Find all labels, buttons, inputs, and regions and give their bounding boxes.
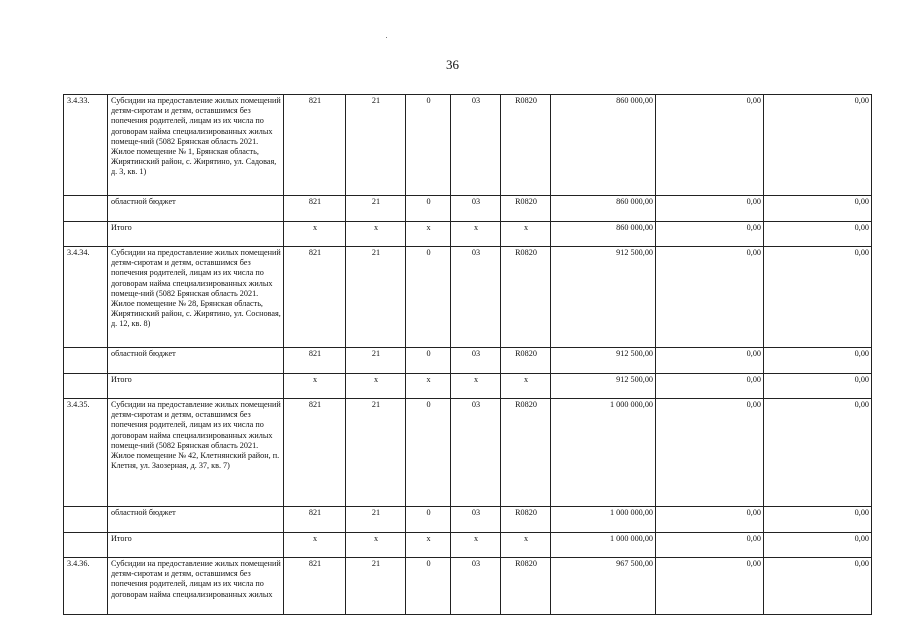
amount-cell: 0,00	[764, 222, 872, 247]
amount-cell: 0,00	[656, 558, 764, 615]
code-cell: R0820	[501, 507, 551, 533]
code-cell: 821	[284, 247, 346, 348]
code-cell: x	[406, 374, 451, 399]
amount-cell: 0,00	[656, 196, 764, 222]
row-description: Субсидии на предоставление жилых помещений детям-сиротам и детям, оставшимся без попечения родителей, лицам из их числа по договорам найма специализированных жилых помеще-ний (5082 Брянская область 2021. Жилое помещение № 42, Клетнянский район, п. Клетня, ул. Заозерная, д. 37, кв. 7)	[108, 399, 284, 507]
amount-cell: 0,00	[656, 507, 764, 533]
code-cell: 03	[451, 399, 501, 507]
amount-cell: 967 500,00	[551, 558, 656, 615]
amount-cell: 0,00	[764, 374, 872, 399]
table-row	[64, 247, 872, 348]
code-cell: 0	[406, 348, 451, 374]
table-row	[64, 196, 872, 222]
budget-table	[63, 94, 872, 615]
code-cell: x	[501, 222, 551, 247]
amount-cell: 0,00	[656, 348, 764, 374]
code-cell: x	[451, 222, 501, 247]
code-cell: x	[451, 374, 501, 399]
code-cell: x	[284, 222, 346, 247]
amount-cell: 0,00	[764, 533, 872, 558]
code-cell: R0820	[501, 247, 551, 348]
code-cell: 21	[346, 196, 406, 222]
amount-cell: 0,00	[764, 399, 872, 507]
empty-cell	[64, 533, 108, 558]
table-row	[64, 533, 872, 558]
table-row	[64, 222, 872, 247]
amount-cell: 0,00	[656, 247, 764, 348]
code-cell: 21	[346, 399, 406, 507]
row-description: Субсидии на предоставление жилых помещений детям-сиротам и детям, оставшимся без попечения родителей, лицам из их числа по договорам найма специализированных жилых	[108, 558, 284, 615]
row-total-label: Итого	[108, 533, 284, 558]
code-cell: x	[501, 374, 551, 399]
code-cell: x	[346, 222, 406, 247]
code-cell: x	[346, 374, 406, 399]
code-cell: 0	[406, 558, 451, 615]
code-cell: 03	[451, 247, 501, 348]
table-row	[64, 399, 872, 507]
amount-cell: 0,00	[656, 374, 764, 399]
amount-cell: 912 500,00	[551, 348, 656, 374]
code-cell: 0	[406, 507, 451, 533]
row-sub-label: областной бюджет	[108, 348, 284, 374]
row-total-label: Итого	[108, 222, 284, 247]
amount-cell: 1 000 000,00	[551, 507, 656, 533]
amount-cell: 860 000,00	[551, 95, 656, 196]
amount-cell: 1 000 000,00	[551, 533, 656, 558]
code-cell: 0	[406, 95, 451, 196]
code-cell: x	[406, 222, 451, 247]
code-cell: R0820	[501, 399, 551, 507]
amount-cell: 0,00	[764, 348, 872, 374]
row-sub-label: областной бюджет	[108, 507, 284, 533]
amount-cell: 912 500,00	[551, 374, 656, 399]
code-cell: x	[284, 533, 346, 558]
code-cell: 21	[346, 507, 406, 533]
code-cell: 03	[451, 95, 501, 196]
row-id: 3.4.34.	[64, 247, 108, 348]
code-cell: R0820	[501, 95, 551, 196]
page-number: 36	[446, 57, 459, 72]
table-row	[64, 95, 872, 196]
row-id: 3.4.36.	[64, 558, 108, 615]
code-cell: R0820	[501, 196, 551, 222]
code-cell: 821	[284, 348, 346, 374]
amount-cell: 860 000,00	[551, 222, 656, 247]
table-row	[64, 348, 872, 374]
code-cell: 0	[406, 196, 451, 222]
code-cell: 0	[406, 247, 451, 348]
code-cell: 21	[346, 95, 406, 196]
code-cell: 03	[451, 196, 501, 222]
code-cell: 821	[284, 399, 346, 507]
code-cell: 0	[406, 399, 451, 507]
table-row	[64, 507, 872, 533]
table-row	[64, 374, 872, 399]
amount-cell: 0,00	[764, 507, 872, 533]
row-description: Субсидии на предоставление жилых помещений детям-сиротам и детям, оставшимся без попечения родителей, лицам из их числа по договорам найма специализированных жилых помеще-ний (5082 Брянская область 2021. Жилое помещение № 1, Брянская область, Жирятинский район, с. Жирятино, ул. Садовая, д. 3, кв. 1)	[108, 95, 284, 196]
code-cell: 03	[451, 507, 501, 533]
code-cell: 21	[346, 348, 406, 374]
empty-cell	[64, 222, 108, 247]
code-cell: 03	[451, 558, 501, 615]
amount-cell: 0,00	[656, 399, 764, 507]
empty-cell	[64, 374, 108, 399]
amount-cell: 0,00	[656, 95, 764, 196]
amount-cell: 0,00	[656, 222, 764, 247]
row-sub-label: областной бюджет	[108, 196, 284, 222]
amount-cell: 0,00	[764, 247, 872, 348]
code-cell: R0820	[501, 558, 551, 615]
code-cell: 821	[284, 196, 346, 222]
amount-cell: 0,00	[656, 533, 764, 558]
code-cell: x	[346, 533, 406, 558]
amount-cell: 1 000 000,00	[551, 399, 656, 507]
code-cell: 21	[346, 558, 406, 615]
code-cell: 03	[451, 348, 501, 374]
row-total-label: Итого	[108, 374, 284, 399]
code-cell: 821	[284, 95, 346, 196]
amount-cell: 860 000,00	[551, 196, 656, 222]
code-cell: 821	[284, 507, 346, 533]
amount-cell: 0,00	[764, 95, 872, 196]
amount-cell: 0,00	[764, 558, 872, 615]
empty-cell	[64, 196, 108, 222]
amount-cell: 912 500,00	[551, 247, 656, 348]
table-row	[64, 558, 872, 615]
code-cell: x	[406, 533, 451, 558]
row-description: Субсидии на предоставление жилых помещений детям-сиротам и детям, оставшимся без попечения родителей, лицам из их числа по договорам найма специализированных жилых помеще-ний (5082 Брянская область 2021. Жилое помещение № 28, Брянская область, Жирятинский район, с. Жирятино, ул. Сосновая, д. 12, кв. 8)	[108, 247, 284, 348]
code-cell: 821	[284, 558, 346, 615]
empty-cell	[64, 348, 108, 374]
code-cell: x	[451, 533, 501, 558]
empty-cell	[64, 507, 108, 533]
code-cell: 21	[346, 247, 406, 348]
code-cell: x	[501, 533, 551, 558]
code-cell: x	[284, 374, 346, 399]
code-cell: R0820	[501, 348, 551, 374]
scan-speck	[386, 37, 387, 38]
row-id: 3.4.35.	[64, 399, 108, 507]
amount-cell: 0,00	[764, 196, 872, 222]
row-id: 3.4.33.	[64, 95, 108, 196]
